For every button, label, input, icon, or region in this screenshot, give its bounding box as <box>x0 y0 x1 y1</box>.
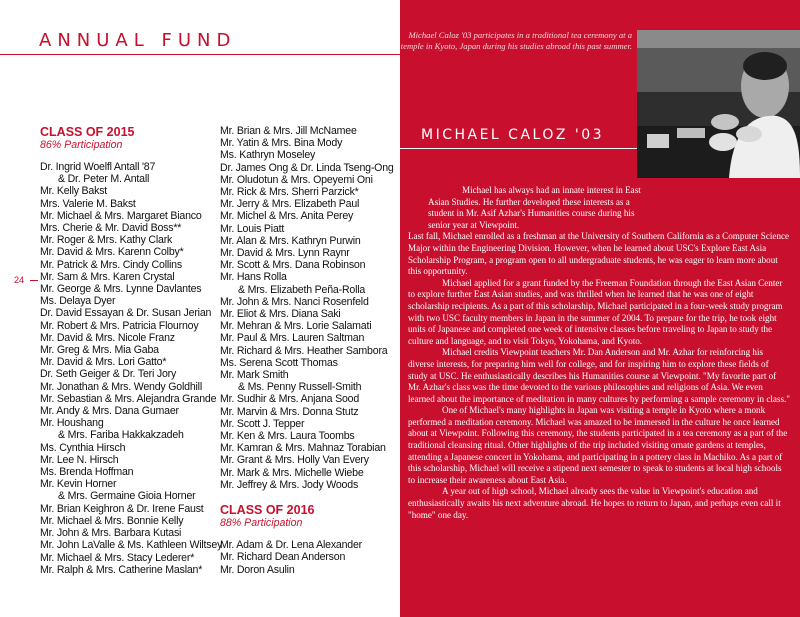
donor-name: Mr. Andy & Mrs. Dana Gumaer <box>40 405 179 418</box>
donor-name: Mr. Michel & Mrs. Anita Perey <box>220 210 354 223</box>
donor-name: Dr. Seth Geiger & Dr. Teri Jory <box>40 368 177 381</box>
class-2016-heading: CLASS OF 2016 <box>220 503 315 518</box>
donor-name: Mr. John & Mrs. Nanci Rosenfeld <box>220 295 369 308</box>
page-number-rule <box>30 280 38 281</box>
donor-name: Mr. Doron Asulin <box>220 563 295 576</box>
donor-name: Mr. Scott & Mrs. Dana Robinson <box>220 259 366 272</box>
donor-name: Mr. Lee N. Hirsch <box>40 453 119 466</box>
title-rule <box>0 54 400 55</box>
donor-name: Mr. Richard & Mrs. Heather Sambora <box>220 344 388 357</box>
donor-name: Mr. Kelly Bakst <box>40 185 108 198</box>
donor-name: Mr. Adam & Dr. Lena Alexander <box>220 539 363 552</box>
donor-name: Mr. Houshang <box>40 417 104 430</box>
donor-name: Mr. Roger & Mrs. Kathy Clark <box>40 234 173 247</box>
donor-name: Mr. Sam & Mrs. Karen Crystal <box>40 270 175 283</box>
donor-name: Dr. James Ong & Dr. Linda Tseng-Ong <box>220 161 394 174</box>
donor-name: Mr. Greg & Mrs. Mia Gaba <box>40 344 159 357</box>
donor-name: Mr. Mark Smith <box>220 369 289 382</box>
story-paragraph-6: A year out of high school, Michael already sees the value in Viewpoint's education and enthusiastically awaits his next adventure abroad. He hopes to return to Japan, and perhaps even call it "home" one day. <box>408 486 781 520</box>
donor-name: Mr. David & Mrs. Nicole Franz <box>40 331 175 344</box>
donor-name: & Mrs. Fariba Hakkakzadeh <box>58 429 184 442</box>
donor-name: Ms. Serena Scott Thomas <box>220 356 338 369</box>
story-paragraph-2: Last fall, Michael enrolled as a freshman at the University of Southern California as a Computer Science Major within the Engineering Division. However, when he learned about USC's Explore East Asia Scholarship Program, a program open to all undergraduate students, he was eager to learn more about this opportunity. <box>408 231 790 277</box>
donor-name: Mr. Marvin & Mrs. Donna Stutz <box>220 405 359 418</box>
donor-name: Mrs. Valerie M. Bakst <box>40 197 136 210</box>
donor-list-2016 <box>220 539 398 576</box>
donor-name: & Mrs. Elizabeth Peña-Rolla <box>238 283 366 296</box>
donor-name: Ms. Cynthia Hirsch <box>40 441 126 454</box>
donor-name: Mr. Louis Piatt <box>220 222 285 235</box>
feature-name-heading: MICHAEL CALOZ '03 <box>421 127 605 143</box>
donor-name: Mr. John & Mrs. Barbara Kutasi <box>40 527 182 540</box>
donor-name: Mr. Yatin & Mrs. Bina Mody <box>220 137 343 150</box>
donor-name: Ms. Kathryn Moseley <box>220 149 316 162</box>
donor-name: Mr. Richard Dean Anderson <box>220 551 346 564</box>
photo-caption: Michael Caloz '03 participates in a traditional tea ceremony at a temple in Kyoto, Japan during his studies abroad this past summer. <box>400 30 632 51</box>
class-2015-participation: 86% Participation <box>40 139 123 151</box>
donor-name: Mr. Eliot & Mrs. Diana Saki <box>220 308 341 321</box>
section-spacer <box>220 491 398 503</box>
story-paragraph-3: Michael applied for a grant funded by the Freeman Foundation through the East Asian Center to explore further East Asian studies, and was thrilled when he learned that he was one of eight scholarship recipients. As a part of this scholarship, Michael participated in a four-week study program with two USC faculty members in Japan in the summer of 2004. To prepare for the trip, he took eight units of Japanese and completed one week of intensive classes before traveling to Japan to study the culture and language, and to visit Tokyo, Yokohama, and Kyoto. <box>408 277 783 346</box>
story-paragraph-5: One of Michael's many highlights in Japan was visiting a temple in Kyoto where a monk performed a meditation ceremony. Michael was amazed to be immersed in the culture he once learned about at Viewpoint. Following this ceremony, the students participated in a tea ceremony as a part of the traditional cleansing ritual. Other highlights of the trip included visiting ornate gardens at temples, attending a Japanese concert in Yokohama, and participating in a pottery class in Machiko. As a part of this scholarship, Michael will receive a stipend next semester to speak to students at local high schools to increase their awareness about East Asia. <box>408 405 788 485</box>
donor-name: Mr. Grant & Mrs. Holly Van Every <box>220 454 369 467</box>
donor-list-2015-b <box>220 125 398 491</box>
donor-name: Mr. Michael & Mrs. Stacy Lederer* <box>40 551 195 564</box>
donor-name: Mr. David & Mrs. Karenn Colby* <box>40 246 184 259</box>
donor-name: Dr. David Essayan & Dr. Susan Jerian <box>40 307 212 320</box>
donor-name: Mr. Oludotun & Mrs. Opeyemi Oni <box>220 173 373 186</box>
donor-column-2 <box>220 125 398 576</box>
donor-name: & Ms. Penny Russell-Smith <box>238 381 362 394</box>
feature-story <box>408 185 790 521</box>
donor-name: Mr. Mehran & Mrs. Lorie Salamati <box>220 320 372 333</box>
donor-name: Mr. Michael & Mrs. Bonnie Kelly <box>40 514 184 527</box>
donor-name: Mr. Scott J. Tepper <box>220 417 305 430</box>
story-paragraph-4: Michael credits Viewpoint teachers Mr. Dan Anderson and Mr. Azhar for reinforcing his diverse interests, for preparing him well for college, and for inspiring him to explore these fields of study at USC. He enthusiastically describes his Humanities course at Viewpoint. "My favorite part of Mr. Azhar's class was the time devoted to the various philosophies and religions of Asia. We even learned about the importance of meditation in many cultures by performing a sample ceremony in class." <box>408 347 790 404</box>
donor-name: Mr. Rick & Mrs. Sherri Parzick* <box>220 186 359 199</box>
donor-name: & Mrs. Germaine Gioia Horner <box>58 490 196 503</box>
donor-name: Ms. Delaya Dyer <box>40 295 116 308</box>
donor-name: Mr. Patrick & Mrs. Cindy Collins <box>40 258 182 271</box>
donor-name: Mr. Alan & Mrs. Kathryn Purwin <box>220 234 361 247</box>
donor-name: Ms. Brenda Hoffman <box>40 466 134 479</box>
class-2015-heading: CLASS OF 2015 <box>40 125 135 139</box>
donor-name: Mr. Ralph & Mrs. Catherine Maslan* <box>40 563 203 576</box>
donor-name: Mr. Jonathan & Mrs. Wendy Goldhill <box>40 380 202 393</box>
donor-name: Mr. Kevin Horner <box>40 478 117 491</box>
donor-column-1 <box>40 125 223 576</box>
donor-name: Mr. Mark & Mrs. Michelle Wiebe <box>220 466 364 479</box>
tea-ceremony-photo <box>637 30 800 178</box>
donor-name: Mr. Ken & Mrs. Laura Toombs <box>220 430 355 443</box>
donor-name: Mr. Brian & Mrs. Jill McNamee <box>220 125 357 137</box>
donor-name: Mr. Sudhir & Mrs. Anjana Sood <box>220 393 360 406</box>
donor-name: Mr. George & Mrs. Lynne Davlantes <box>40 283 202 296</box>
donor-name: & Dr. Peter M. Antall <box>58 173 150 186</box>
story-paragraph-1: Michael has always had an innate interest in East Asian Studies. He further developed these interests as a student in Mr. Asif Azhar's Humanities course during his senior year at Viewpoint. <box>428 185 641 230</box>
photo-image <box>637 30 800 178</box>
donor-name: Mrs. Cherie & Mr. David Boss** <box>40 222 182 235</box>
page-title: ANNUAL FUND <box>39 30 237 51</box>
donor-name: Mr. Sebastian & Mrs. Alejandra Grande <box>40 392 217 405</box>
donor-list-2015-a <box>40 161 223 576</box>
donor-name: Mr. Paul & Mrs. Lauren Saltman <box>220 332 365 345</box>
donor-name: Mr. David & Mrs. Lynn Raynr <box>220 247 350 260</box>
donor-name: Mr. Hans Rolla <box>220 271 287 284</box>
donor-name: Mr. Michael & Mrs. Margaret Bianco <box>40 209 202 222</box>
feature-rule <box>400 148 637 149</box>
class-2016-participation: 88% Participation <box>220 517 303 530</box>
page-number: 24 <box>14 275 25 285</box>
right-page <box>400 0 800 617</box>
donor-name: Mr. David & Mrs. Lori Gatto* <box>40 356 167 369</box>
donor-name: Mr. John LaValle & Ms. Kathleen Wiltsey <box>40 539 223 552</box>
donor-name: Mr. Jerry & Mrs. Elizabeth Paul <box>220 198 360 211</box>
donor-name: Mr. Jeffrey & Mrs. Jody Woods <box>220 478 359 491</box>
donor-name: Mr. Brian Keighron & Dr. Irene Faust <box>40 502 204 515</box>
donor-name: Dr. Ingrid Woelfl Antall '87 <box>40 161 156 173</box>
donor-name: Mr. Kamran & Mrs. Mahnaz Torabian <box>220 442 386 455</box>
donor-name: Mr. Robert & Mrs. Patricia Flournoy <box>40 319 199 332</box>
